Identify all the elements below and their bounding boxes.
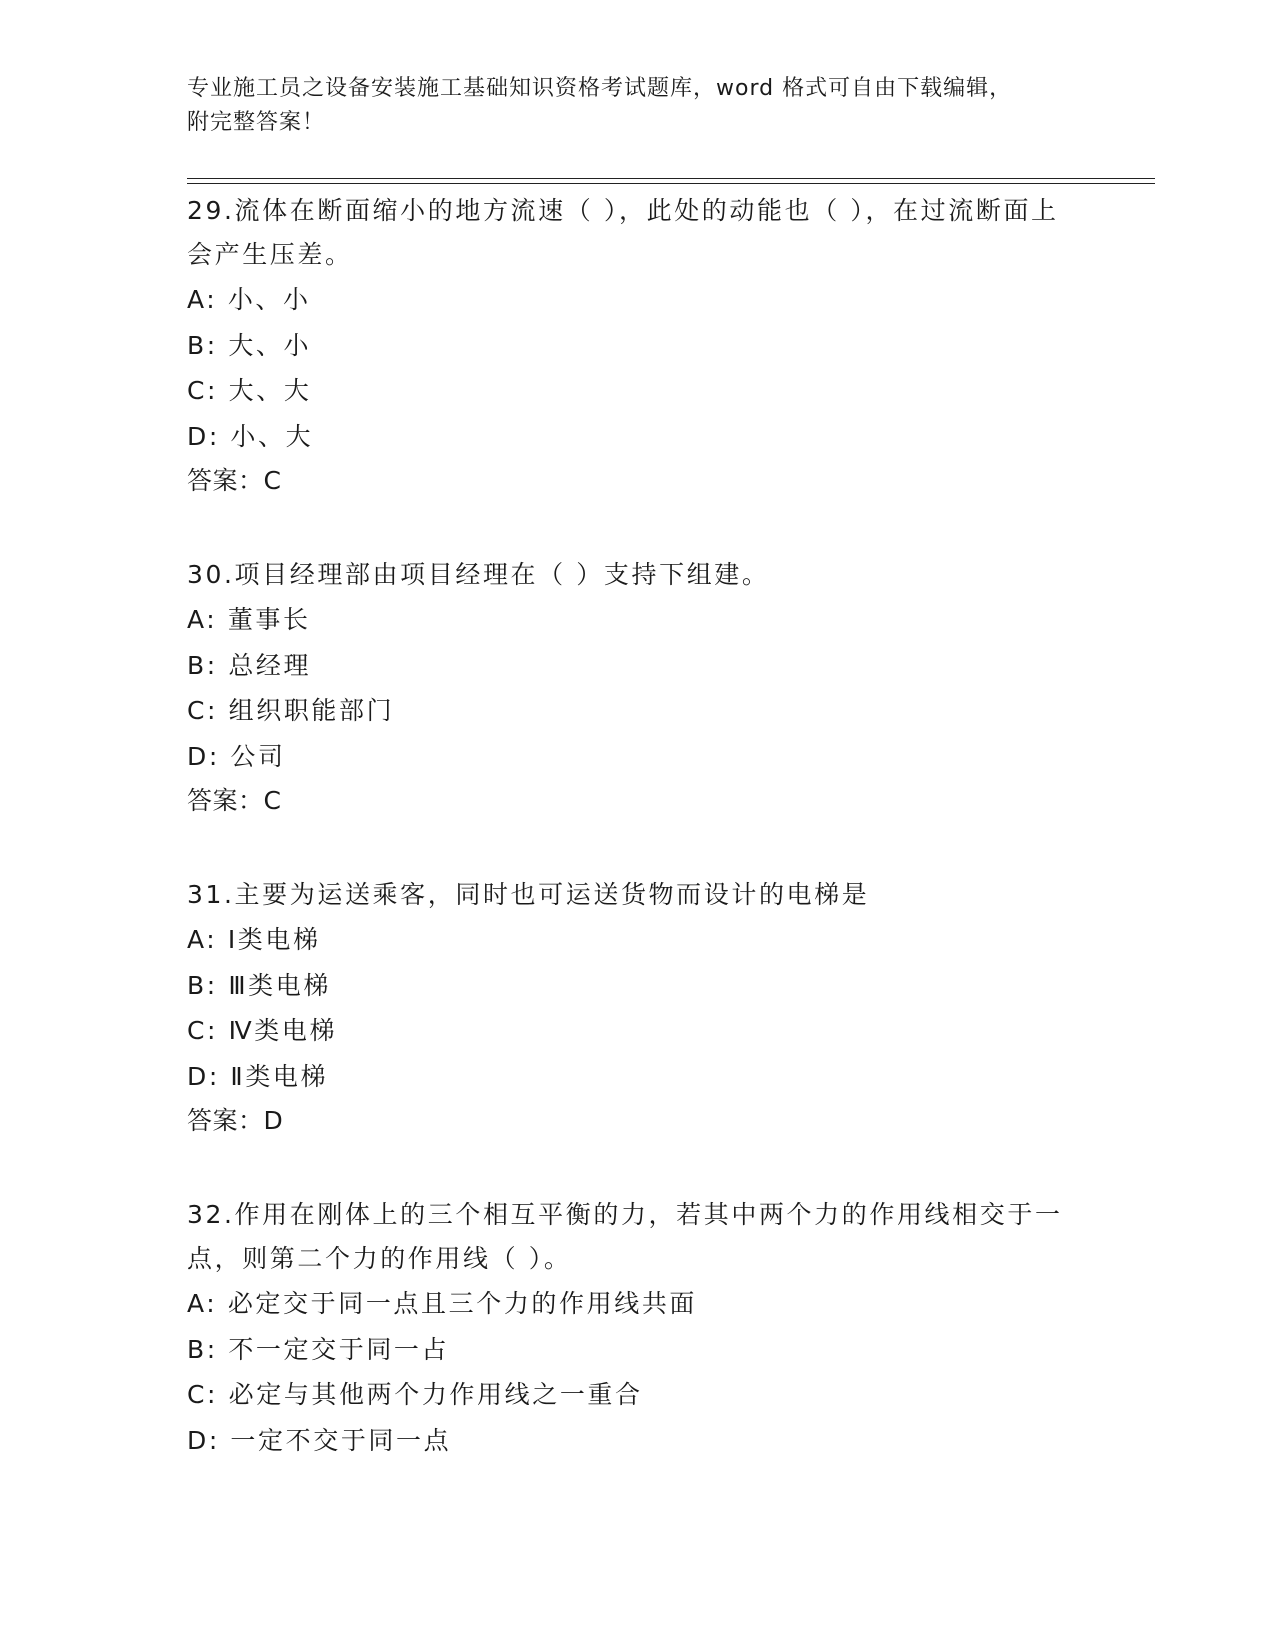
header-line-1: 专业施工员之设备安装施工基础知识资格考试题库，word 格式可自由下载编辑， xyxy=(187,76,1013,101)
question-30 xyxy=(187,553,1077,823)
option-a: A: 必定交于同一点且三个力的作用线共面 xyxy=(187,1289,698,1318)
answer: 答案：C xyxy=(187,466,282,495)
answer: 答案：D xyxy=(187,1106,284,1135)
question-text: 31.主要为运送乘客，同时也可运送货物而设计的电梯是 xyxy=(187,880,870,909)
option-d: D: 公司 xyxy=(187,741,286,771)
option-d: D: 小、大 xyxy=(187,421,314,451)
header-divider-top xyxy=(187,178,1155,179)
option-d: D: 一定不交于同一点 xyxy=(187,1425,452,1455)
option-a: A: Ⅰ类电梯 xyxy=(187,925,321,954)
question-text: 32.作用在刚体上的三个相互平衡的力，若其中两个力的作用线相交于一点，则第二个力的作用线（ ）。 xyxy=(187,1200,1063,1273)
option-b: B: 大、小 xyxy=(187,330,312,360)
option-c: C: 大、大 xyxy=(187,376,312,405)
option-d: D: Ⅱ类电梯 xyxy=(187,1061,329,1091)
question-31 xyxy=(187,873,1077,1143)
option-b: B: 不一定交于同一占 xyxy=(187,1334,450,1364)
question-32 xyxy=(187,1193,1077,1463)
option-a: A: 董事长 xyxy=(187,605,311,634)
answer: 答案：C xyxy=(187,786,282,815)
option-c: C: 组织职能部门 xyxy=(187,696,395,725)
option-b: B: Ⅲ类电梯 xyxy=(187,970,331,1000)
question-text: 29.流体在断面缩小的地方流速（ ），此处的动能也（ ），在过流断面上会产生压差。 xyxy=(187,196,1059,269)
option-c: C: 必定与其他两个力作用线之一重合 xyxy=(187,1380,643,1409)
option-b: B: 总经理 xyxy=(187,650,312,680)
question-29 xyxy=(187,189,1077,503)
question-text: 30.项目经理部由项目经理在（ ）支持下组建。 xyxy=(187,560,770,589)
header-divider-bottom xyxy=(187,183,1155,184)
option-a: A: 小、小 xyxy=(187,285,311,314)
option-c: C: Ⅳ类电梯 xyxy=(187,1016,338,1045)
header-line-2: 附完整答案！ xyxy=(187,110,326,135)
document-header xyxy=(187,72,1067,140)
